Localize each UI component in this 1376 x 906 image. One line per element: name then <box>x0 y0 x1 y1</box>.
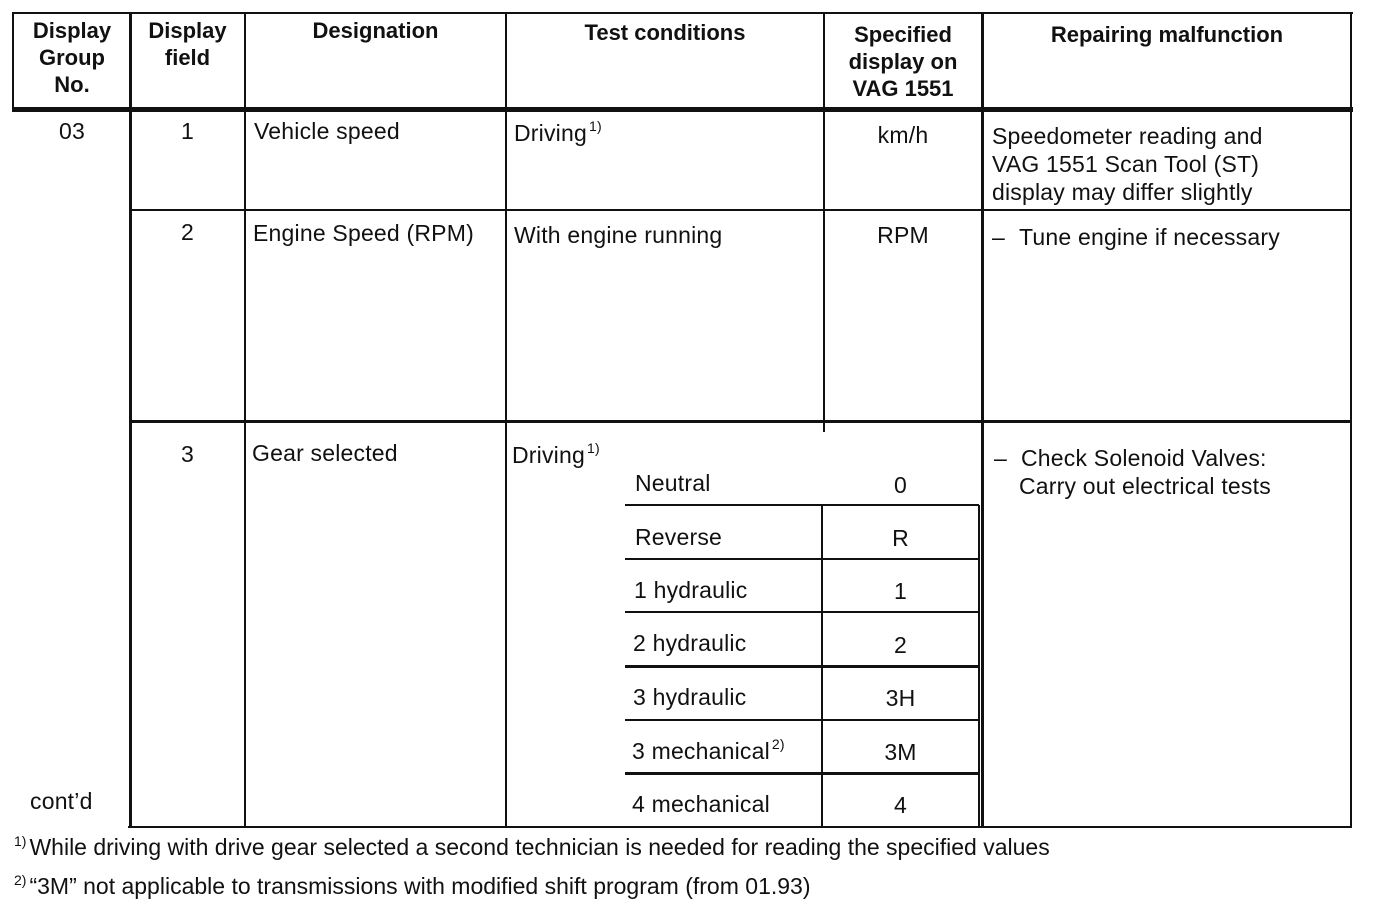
header-divider <box>12 107 1353 112</box>
row1-designation: Vehicle speed <box>254 118 400 144</box>
gear-divider-4 <box>625 665 979 668</box>
table-border-bottom <box>128 826 1352 828</box>
gear-label: 3 mechanical $^{2)}$ <box>632 736 785 764</box>
gear-divider-1 <box>625 504 979 506</box>
row-divider-1 <box>129 209 1352 211</box>
footnote-2: $^{2)}$ “3M” not applicable to transmissions with modified shift program (from 01.93) <box>14 872 811 899</box>
row3-condition: Driving $^{1)}$ <box>512 440 600 468</box>
gear-divider-2 <box>625 558 979 560</box>
row2-designation: Engine Speed (RPM) <box>253 220 474 246</box>
group-number: 03 <box>59 118 85 144</box>
row2-display: RPM <box>877 222 929 248</box>
gear-label: 4 mechanical <box>632 791 770 817</box>
row2-repair: – Tune engine if necessary <box>992 224 1280 250</box>
gear-display: R <box>892 525 909 551</box>
gear-display: 3M <box>884 739 917 765</box>
gear-divider-6 <box>625 772 979 775</box>
row3-designation: Gear selected <box>252 440 398 466</box>
header-display-field: Display field <box>148 18 227 70</box>
gear-divider-3 <box>625 611 979 613</box>
footnote-ref-1: 1) <box>588 118 602 134</box>
header-specified-display: Specified display on VAG 1551 <box>848 22 958 101</box>
gear-display: 4 <box>894 792 907 818</box>
gear-display: 1 <box>894 578 907 604</box>
footnote-ref-1: 1) <box>586 440 600 456</box>
gear-display: 2 <box>894 632 907 658</box>
gear-label: 3 hydraulic <box>633 684 747 710</box>
gear-display: 3H <box>885 685 916 711</box>
header-display-group: Display Group No. <box>32 18 112 97</box>
gear-display: 0 <box>894 472 907 498</box>
row2-field: 2 <box>181 219 194 245</box>
header-test-conditions: Test conditions <box>584 20 746 45</box>
gear-label: 2 hydraulic <box>633 630 747 656</box>
row1-display: km/h <box>877 122 929 148</box>
table-border-top <box>12 12 1353 14</box>
row3-field: 3 <box>181 441 194 467</box>
footnote-mark: 2) <box>14 872 27 888</box>
gear-label: Neutral <box>635 470 711 496</box>
row2-condition: With engine running <box>514 222 723 248</box>
row-divider-2 <box>129 420 1352 423</box>
header-designation: Designation <box>312 18 439 43</box>
row3-repair: – Check Solenoid Valves: Carry out electrical tests <box>994 445 1271 499</box>
gear-label: Reverse <box>635 524 723 550</box>
row1-field: 1 <box>181 118 194 144</box>
footnote-mark: 1) <box>14 833 27 849</box>
continued-label: cont’d <box>30 788 93 814</box>
gear-label: 1 hydraulic <box>634 577 748 603</box>
header-repairing-malfunction: Repairing malfunction <box>1050 22 1284 47</box>
row1-condition: Driving $^{1)}$ <box>514 118 602 146</box>
row1-repair: Speedometer reading and VAG 1551 Scan Tool (ST) display may differ slightly <box>992 123 1263 205</box>
footnote-ref-2: 2) <box>771 736 785 752</box>
gear-divider-5 <box>625 719 979 721</box>
footnote-1: $^{1)}$ While driving with drive gear selected a second technician is needed for reading the specified values <box>14 833 1050 860</box>
